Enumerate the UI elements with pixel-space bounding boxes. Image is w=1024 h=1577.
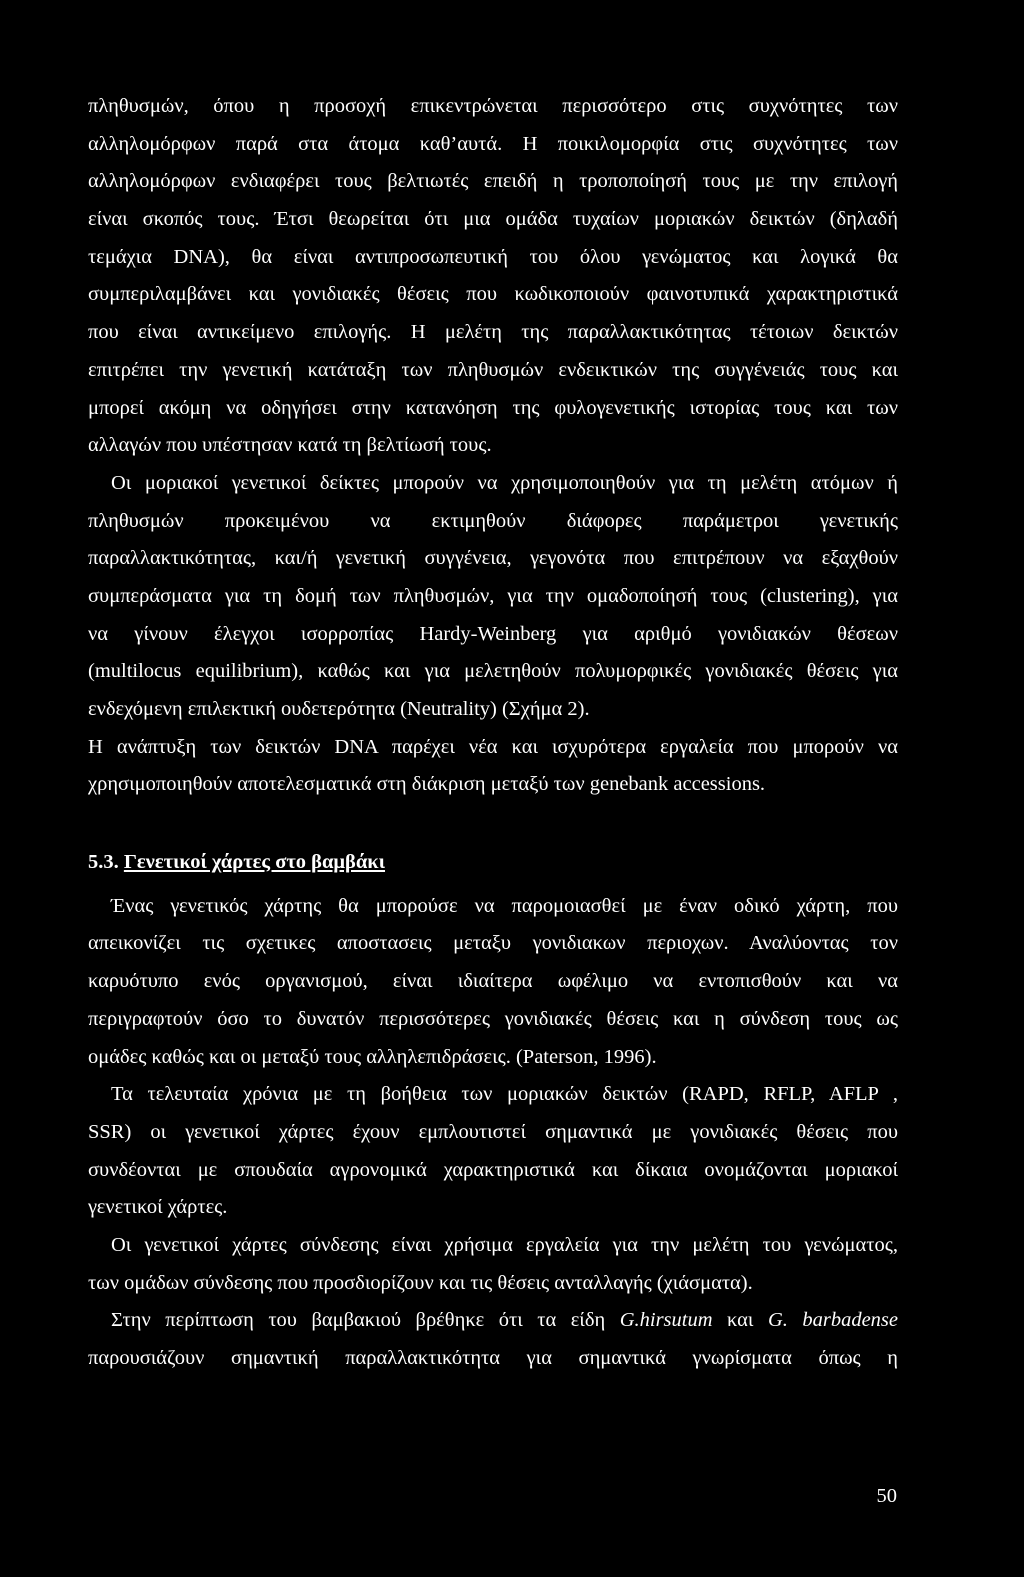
document-page [88, 88, 898, 1378]
text-line: απεικονίζει τις σχετικες αποστασεις μεταξυ γονιδιακων περιοχων. Αναλύοντας τον [88, 932, 898, 955]
section-heading [88, 844, 898, 882]
text-line: μπορεί ακόμη να οδηγήσει στην κατανόηση της φυλογενετικής ιστορίας τους και των [88, 396, 898, 419]
text-line: αλληλομόρφων ενδιαφέρει τους βελτιωτές επειδή η τροποποίησή τους με την επιλογή [88, 170, 898, 193]
text-line: των ομάδων σύνδεσης που προσδιορίζουν και τις θέσεις ανταλλαγής (χιάσματα). [88, 1271, 753, 1294]
paragraph-7 [88, 1302, 898, 1377]
text-line: παρουσιάζουν σημαντική παραλλακτικότητα για σημαντικά γνωρίσματα όπως η [88, 1347, 898, 1369]
text-line [88, 1302, 898, 1340]
text-line: παραλλακτικότητας, και/ή γενετική συγγένεια, γεγονότα που επιτρέπουν να εξαχθούν [88, 547, 898, 570]
paragraph-5 [88, 1076, 898, 1227]
paragraph-4 [88, 888, 898, 1076]
section-title: Γενετικοί χάρτες στο βαμβάκι [123, 851, 386, 874]
text-line: καρυότυπο ενός οργανισμού, είναι ιδιαίτερα ωφέλιμο να εντοπισθούν και να [88, 970, 898, 993]
text-line: επιτρέπει την γενετική κατάταξη των πληθυσμών ενδεικτικών της συγγένειάς τους και [88, 358, 898, 381]
text-line: Οι μοριακοί γενετικοί δείκτες μπορούν να χρησιμοποιηθούν για τη μελέτη ατόμων ή [111, 471, 898, 494]
text-line: συνδέονται με σπουδαία αγρονομικά χαρακτηριστικά και δίκαια ονομάζονται μοριακοί [88, 1158, 898, 1181]
text-segment: Στην περίπτωση του βαμβακιού βρέθηκε ότι τα είδη [111, 1309, 620, 1332]
text-line: πληθυσμών προκειμένου να εκτιμηθούν διάφορες παράμετροι γενετικής [88, 509, 898, 532]
text-line: γενετικοί χάρτες. [88, 1196, 228, 1219]
species-name: G. barbadense [767, 1309, 899, 1332]
text-line: που είναι αντικείμενο επιλογής. Η μελέτη της παραλλακτικότητας τέτοιων δεικτών [88, 321, 898, 344]
text-line: Η ανάπτυξη των δεικτών DNA παρέχει νέα και ισχυρότερα εργαλεία που μπορούν να [88, 735, 898, 758]
text-line: πληθυσμών, όπου η προσοχή επικεντρώνεται περισσότερο στις συχνότητες των [88, 95, 898, 117]
text-line: SSR) οι γενετικοί χάρτες έχουν εμπλουτιστεί σημαντικά με γονιδιακές θέσεις που [88, 1120, 898, 1143]
text-line: είναι σκοπός τους. Έτσι θεωρείται ότι μια ομάδα τυχαίων μοριακών δεικτών (δηλαδή [88, 208, 898, 231]
paragraph-6 [88, 1227, 898, 1302]
paragraph-1 [88, 88, 898, 465]
text-line: ομάδες καθώς και οι μεταξύ τους αλληλεπιδράσεις. (Paterson, 1996). [88, 1045, 657, 1068]
page-number: 50 [876, 1485, 897, 1507]
text-line: (multilocus equilibrium), καθώς και για μελετηθούν πολυμορφικές γονιδιακές θέσεις για [88, 660, 898, 683]
paragraph-2 [88, 465, 898, 729]
text-line: να γίνουν έλεγχοι ισορροπίας Hardy-Weinberg για αριθμό γονιδιακών θέσεων [88, 622, 898, 645]
paragraph-3 [88, 729, 898, 804]
section-number: 5.3. [88, 851, 119, 874]
text-segment: και [712, 1309, 768, 1332]
text-line: Οι γενετικοί χάρτες σύνδεσης είναι χρήσιμα εργαλεία για την μελέτη του γενώματος, [111, 1233, 898, 1256]
text-line: τεμάχια DNA), θα είναι αντιπροσωπευτική του όλου γενώματος και λογικά θα [88, 245, 898, 268]
text-line: χρησιμοποιηθούν αποτελεσματικά στη διάκριση μεταξύ των genebank accessions. [88, 773, 766, 796]
text-line: περιγραφτούν όσο το δυνατόν περισσότερες γονιδιακές θέσεις και η σύνδεση τους ως [88, 1007, 898, 1030]
text-line: αλληλομόρφων παρά στα άτομα καθ’αυτά. Η ποικιλομορφία στις συχνότητες των [88, 132, 898, 155]
text-line: Ένας γενετικός χάρτης θα μπορούσε να παρομοιασθεί με έναν οδικό χάρτη, που [111, 894, 898, 917]
species-name: G.hirsutum [619, 1309, 713, 1332]
text-line: συμπεράσματα για τη δομή των πληθυσμών, για την ομαδοποίησή τους (clustering), για [88, 584, 898, 607]
text-line: αλλαγών που υπέστησαν κατά τη βελτίωσή τους. [88, 434, 492, 457]
text-line: Τα τελευταία χρόνια με τη βοήθεια των μοριακών δεικτών (RAPD, RFLP, AFLP , [111, 1083, 898, 1106]
text-line: ενδεχόμενη επιλεκτική ουδετερότητα (Neutrality) (Σχήμα 2). [88, 698, 590, 720]
spacer [88, 804, 898, 844]
text-line: συμπεριλαμβάνει και γονιδιακές θέσεις που κωδικοποιούν φαινοτυπικά χαρακτηριστικά [88, 283, 898, 306]
